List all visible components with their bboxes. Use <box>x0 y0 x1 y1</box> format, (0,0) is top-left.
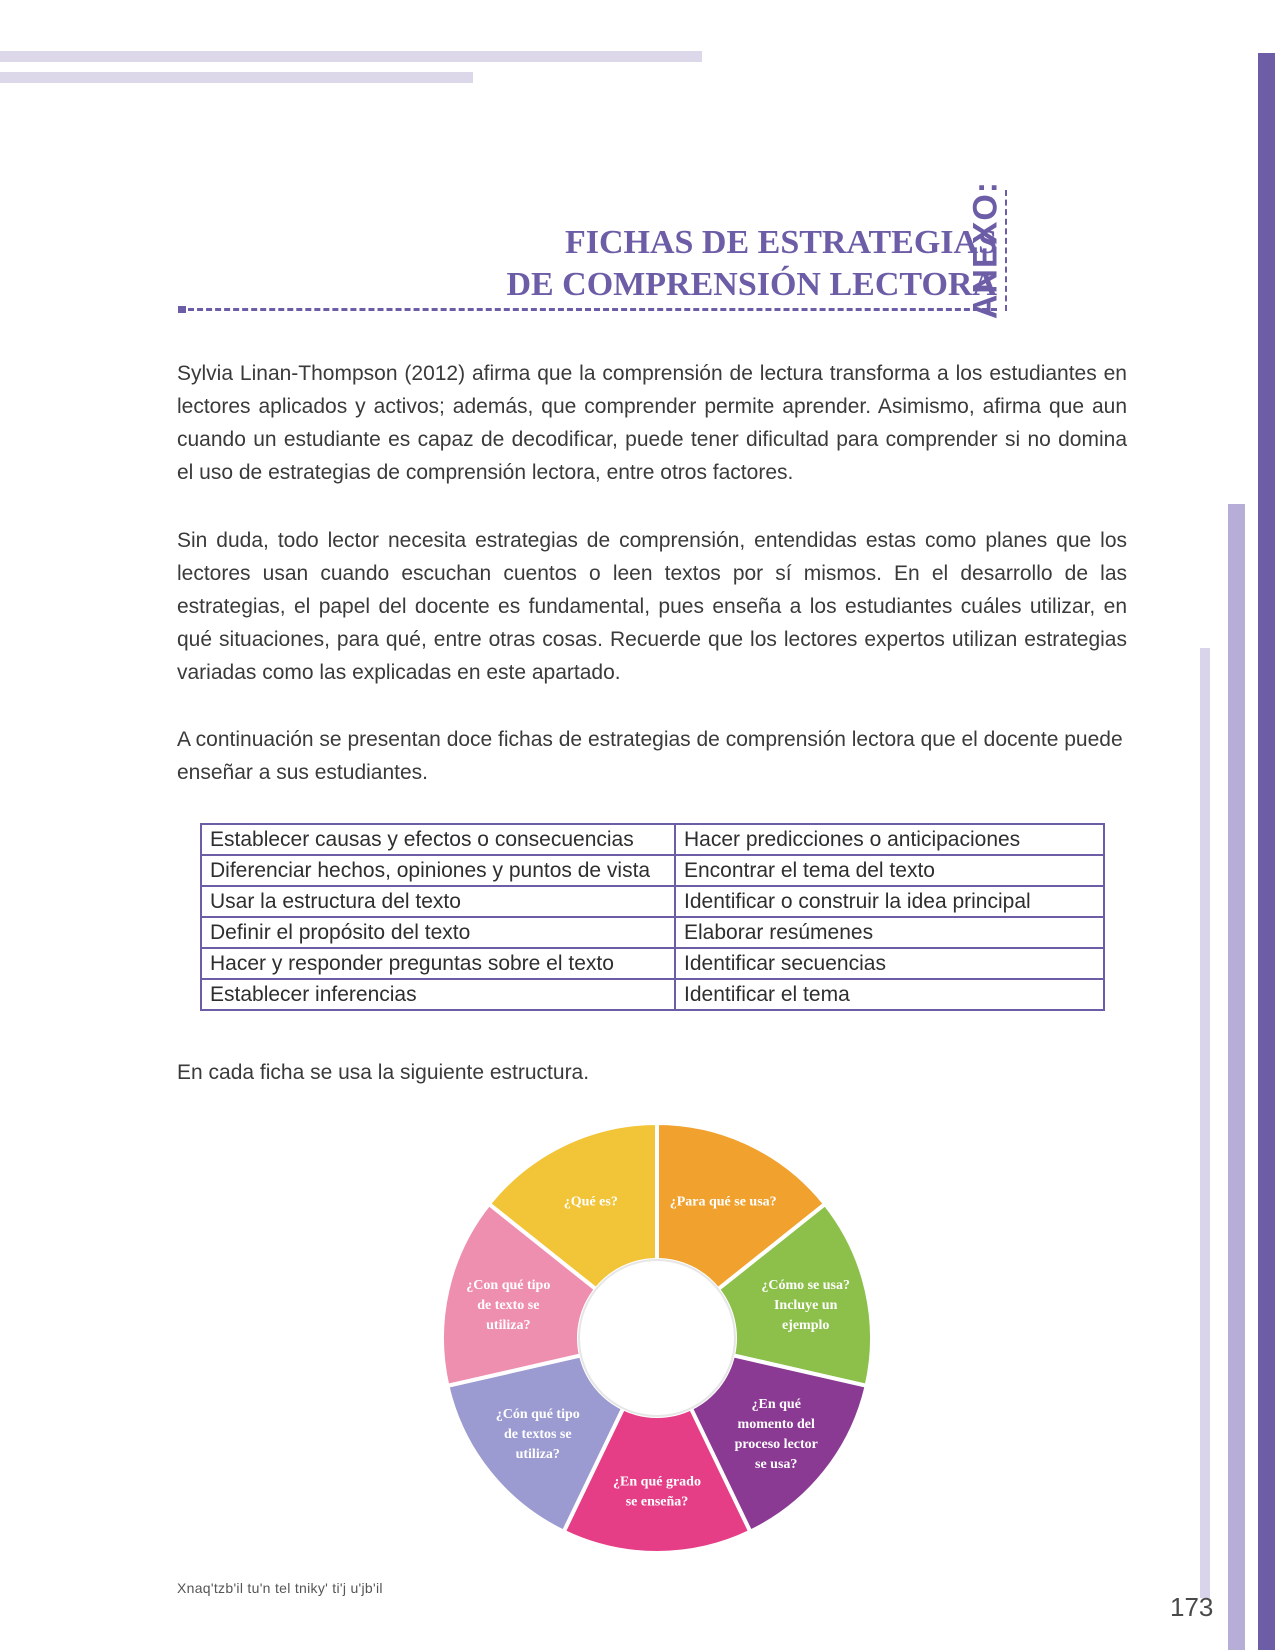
title-line-2: DE COMPRENSIÓN LECTORA <box>506 266 997 303</box>
table-row <box>201 824 1104 855</box>
table-cell: Hacer predicciones o anticipaciones <box>675 824 1104 855</box>
table-cell: Identificar o construir la idea principal <box>675 886 1104 917</box>
table-row <box>201 948 1104 979</box>
table-cell: Establecer causas y efectos o consecuencias <box>201 824 675 855</box>
table-row <box>201 855 1104 886</box>
paragraph-strategies: Sin duda, todo lector necesita estrategias de comprensión, entendidas estas como planes que los lectores usan cuando escuchan cuentos o leen textos por sí mismos. En el desarrollo de las estrategias, el papel del docente es fundamental, pues enseña a los estudiantes cuáles utilizar, en qué situaciones, para qué, entre otras cosas. Recuerde que los lectores expertos utilizan estrategias variadas como las explicadas en este apartado. <box>177 529 1127 684</box>
wheel-center <box>579 1260 735 1416</box>
wheel-segment-label: ¿Con qué tipo de texto se utiliza? <box>466 1278 551 1334</box>
table-cell: Definir el propósito del texto <box>201 917 675 948</box>
table-cell: Elaborar resúmenes <box>675 917 1104 948</box>
title-dashed-underline <box>179 308 997 311</box>
paragraph-structure-intro: En cada ficha se usa la siguiente estructura. <box>177 1061 590 1084</box>
paragraph-table-intro: A continuación se presentan doce fichas de estrategias de comprensión lectora que el docente puede enseñar a sus estudiantes. <box>177 728 1123 784</box>
strategies-table <box>200 823 1105 1011</box>
wheel-segment-label: ¿Qué es? <box>563 1194 618 1210</box>
table-cell: Identificar secuencias <box>675 948 1104 979</box>
wheel-segment-label: ¿Cómo se usa? Incluye un ejemplo <box>761 1278 851 1334</box>
wheel-segment-label: ¿En qué momento del proceso lector se usa? <box>734 1397 818 1473</box>
wheel-segment-label: ¿Cón qué tipo de textos se utiliza? <box>495 1407 580 1463</box>
table-row <box>201 917 1104 948</box>
table-row <box>201 979 1104 1010</box>
table-cell: Diferenciar hechos, opiniones y puntos de vista <box>201 855 675 886</box>
right-edge-bar-medium <box>1228 504 1245 1650</box>
wheel-segment-label: ¿Para qué se usa? <box>669 1194 777 1210</box>
title-line-1: FICHAS DE ESTRATEGIAS <box>564 224 997 261</box>
table-cell: Establecer inferencias <box>201 979 675 1010</box>
table-cell: Usar la estructura del texto <box>201 886 675 917</box>
table-cell: Identificar el tema <box>675 979 1104 1010</box>
page-title <box>506 222 997 306</box>
section-label: ANEXO: <box>966 180 1005 320</box>
structure-wheel-diagram <box>427 1108 887 1568</box>
table-cell: Encontrar el tema del texto <box>675 855 1104 886</box>
footer-text: Xnaq'tzb'il tu'n tel tniky' ti'j u'jb'il <box>177 1580 383 1596</box>
right-edge-bar-light <box>1200 648 1210 1598</box>
right-edge-bar <box>1258 53 1275 1650</box>
table-row <box>201 886 1104 917</box>
top-decorative-bar <box>0 51 702 62</box>
paragraph-intro: Sylvia Linan-Thompson (2012) afirma que la comprensión de lectura transforma a los estudiantes en lectores aplicados y activos; además, que comprender permite aprender. Asimismo, afirma que aun cuando un estudiante es capaz de decodificar, puede tener dificultad para comprender si no domina el uso de estrategias de comprensión lectora, entre otros factores. <box>177 362 1127 484</box>
table-cell: Hacer y responder preguntas sobre el texto <box>201 948 675 979</box>
wheel-segment-label: ¿En qué grado se enseña? <box>613 1474 701 1510</box>
page-number: 173 <box>1170 1592 1214 1622</box>
top-decorative-bar-short <box>0 72 473 83</box>
